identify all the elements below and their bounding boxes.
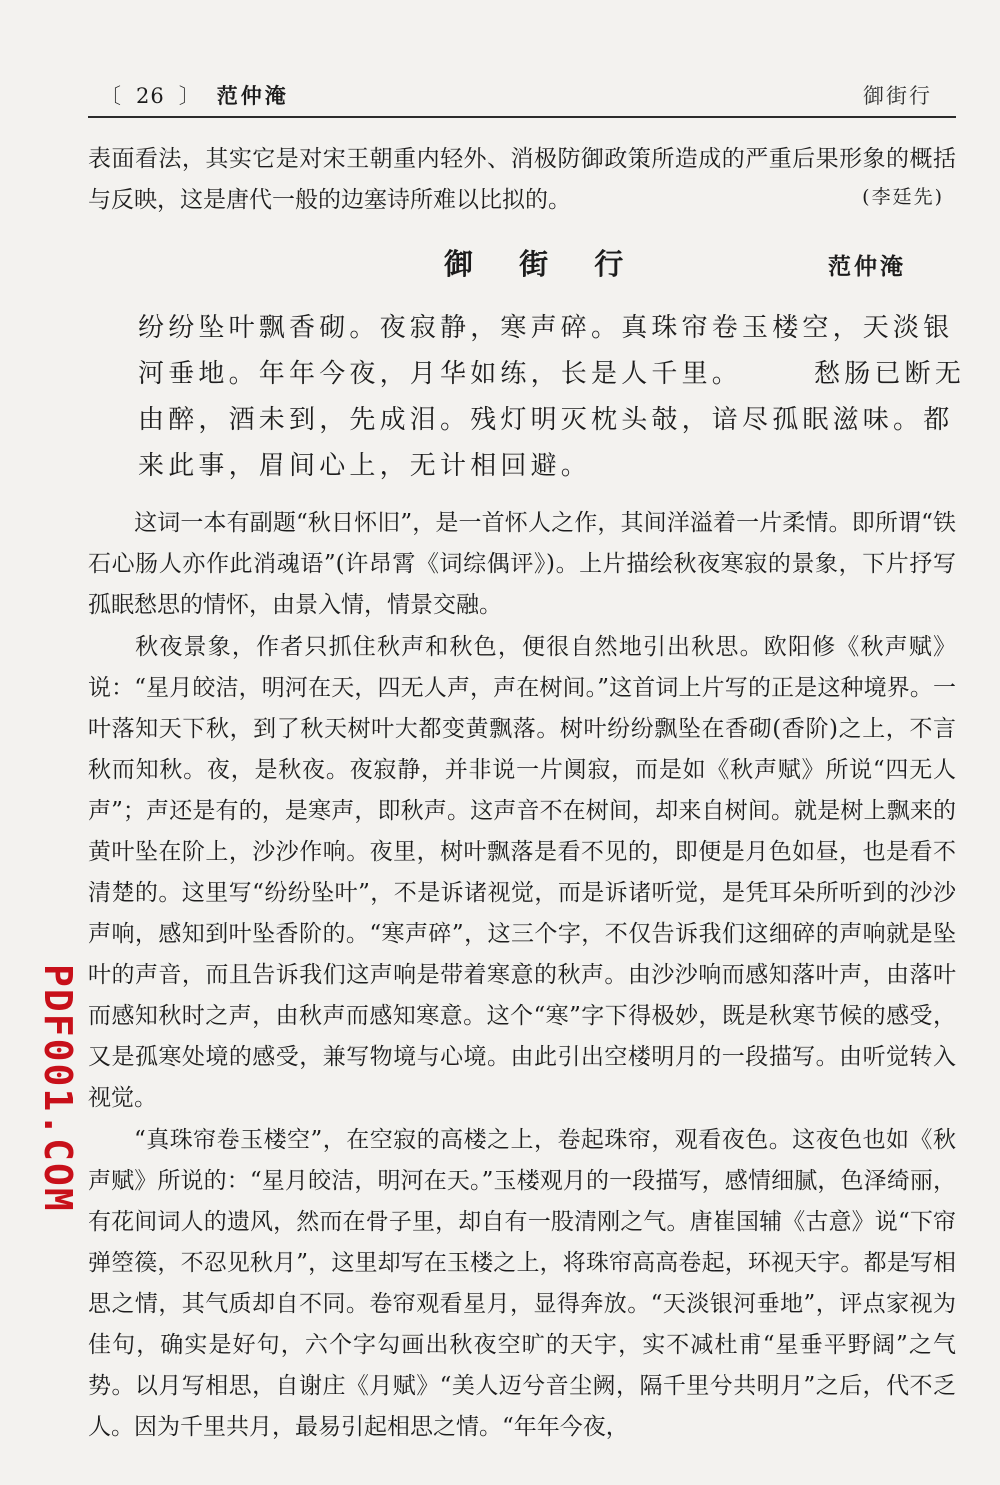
poem-title: 御 街 行 [444, 247, 642, 281]
poem-line: 由醉，酒未到，先成泪。残灯明灭枕头攲，谙尽孤眠滋味。都 [138, 405, 954, 435]
poem-body [138, 305, 966, 489]
header-left [100, 80, 289, 110]
commentary-paragraph [88, 627, 956, 1119]
commentary-paragraph [88, 1120, 956, 1448]
commentary-text: “真珠帘卷玉楼空”，在空寂的高楼之上，卷起珠帘，观看夜色。这夜色也如《秋声赋》所说的：“星月皎洁，明河在天。”玉楼观月的一段描写，感情细腻，色泽绮丽，有花间词人的遗风，然而在骨子里，却自有一股清刚之气。唐崔国辅《古意》说“下帘弹箜篌，不忍见秋月”，这里却写在玉楼之上，将珠帘高高卷起，环视天宇。都是写相思之情，其气质却自不同。卷帘观看星月，显得奔放。“天淡银河垂地”，评点家视为佳句，确实是好句，六个字勾画出秋夜空旷的天宇，实不减杜甫“星垂平野阔”之气势。以月写相思，自谢庄《月赋》“美人迈兮音尘阙，隔千里兮共明月”之后，代不乏人。因为千里共月，最易引起相思之情。“年年今夜， [88, 1127, 956, 1440]
header-divider [88, 116, 956, 118]
commentary-text: 这词一本有副题“秋日怀旧”，是一首怀人之作，其间洋溢着一片柔情。即所谓“铁石心肠人亦作此消魂语”(许昂霄《词综偶评》)。上片描绘秋夜寒寂的景象，下片抒写孤眠愁思的情怀，由景入情，情景交融。 [88, 510, 956, 618]
intro-paragraph: 表面看法，其实它是对宋王朝重内轻外、消极防御政策所造成的严重后果形象的概括与反映，这是唐代一般的边塞诗所难以比拟的。 [88, 146, 956, 213]
commentary-text: 秋夜景象，作者只抓住秋声和秋色，便很自然地引出秋思。欧阳修《秋声赋》说：“星月皎洁，明河在天，四无人声，声在树间。”这首词上片写的正是这种境界。一叶落知天下秋，到了秋天树叶大都变黄飘落。树叶纷纷飘坠在香砌(香阶)之上，不言秋而知秋。夜，是秋夜。夜寂静，并非说一片阒寂，而是如《秋声赋》所说“四无人声”；声还是有的，是寒声，即秋声。这声音不在树间，却来自树间。就是树上飘来的黄叶坠在阶上，沙沙作响。夜里，树叶飘落是看不见的，即便是月色如昼，也是看不清楚的。这里写“纷纷坠叶”，不是诉诸视觉，而是诉诸听觉，是凭耳朵所听到的沙沙声响，感知到叶坠香阶的。“寒声碎”，这三个字，不仅告诉我们这细碎的声响就是坠叶的声音，而且告诉我们这声响是带着寒意的秋声。由沙沙响而感知落叶声，由落叶而感知秋时之声，由秋声而感知寒意。这个“寒”字下得极妙，既是秋寒节候的感受，又是孤寒处境的感受，兼写物境与心境。由此引出空楼明月的一段描写。由听觉转入视觉。 [88, 634, 956, 1111]
poem-line-tail: 愁肠已断无 [814, 359, 966, 389]
poem-line [138, 351, 966, 397]
poem-line-head: 河垂地。年年今夜，月华如练，长是人千里。 [138, 359, 743, 389]
page-number: 26 [136, 84, 165, 108]
poem-author: 范仲淹 [828, 253, 906, 280]
running-header [88, 80, 956, 116]
bracket-close: 〕 [178, 84, 201, 108]
header-author: 范仲淹 [216, 83, 289, 108]
poem-line: 来此事，眉间心上，无计相回避。 [138, 451, 592, 481]
intro-attribution: (李廷先) [862, 186, 944, 208]
header-title: 御街行 [863, 84, 932, 108]
poem-line: 纷纷坠叶飘香砌。夜寂静，寒声碎。真珠帘卷玉楼空，天淡银 [138, 313, 954, 343]
commentary-paragraph [88, 503, 956, 626]
watermark: PDF001.COM [36, 964, 80, 1213]
bracket-open: 〔 [100, 84, 122, 108]
